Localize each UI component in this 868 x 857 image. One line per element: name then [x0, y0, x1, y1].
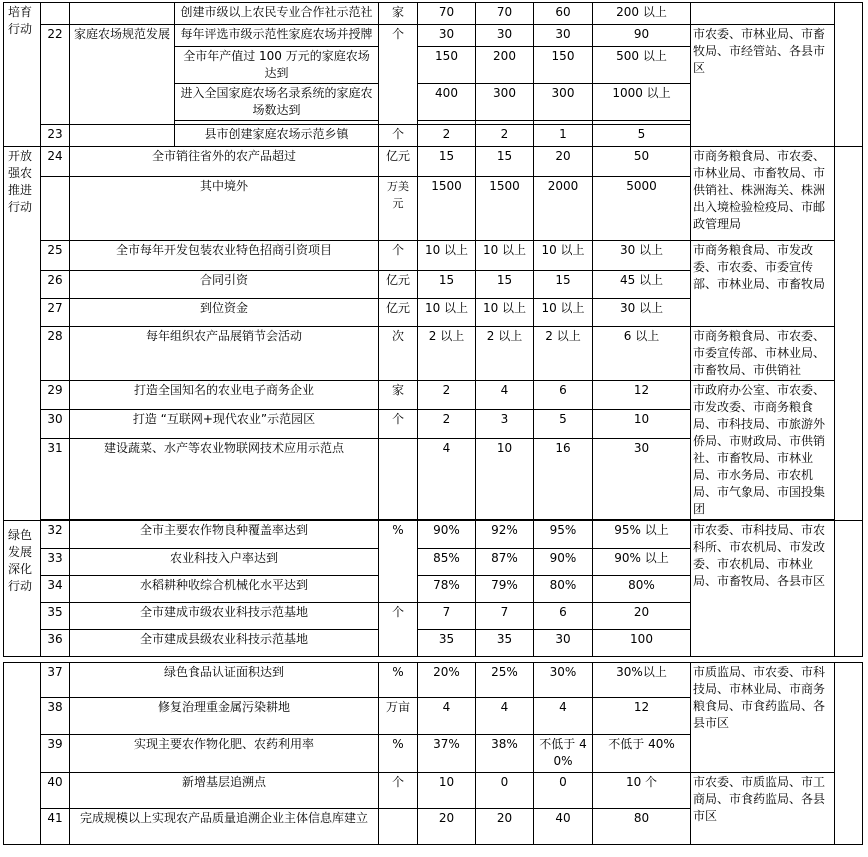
row-value: 60	[534, 3, 593, 25]
row-number: 40	[41, 773, 70, 809]
row-number: 38	[41, 698, 70, 735]
table-row	[4, 241, 863, 271]
row-value: 300	[476, 84, 534, 121]
row-value: 87%	[476, 549, 534, 576]
row-value: 70	[418, 3, 476, 25]
row-dept: 市商务粮食局、市农委、市委宣传部、市林业局、市畜牧局、市供销社	[691, 327, 835, 381]
row-item: 全市建成市级农业科技示范基地	[70, 603, 379, 630]
table-row	[4, 327, 863, 381]
row-value: 80%	[593, 576, 691, 603]
row-item: 其中境外	[70, 177, 379, 241]
row-unit: 万亩	[379, 698, 418, 735]
table-row	[4, 381, 863, 410]
row-value: 10 个	[593, 773, 691, 809]
row-unit: 个	[379, 25, 418, 125]
row-value: 4	[476, 381, 534, 410]
row-value: 16	[534, 438, 593, 519]
row-item: 县市创建家庭农场示范乡镇	[175, 125, 379, 147]
row-item: 到位资金	[70, 299, 379, 327]
row-value: 20	[593, 603, 691, 630]
row-value: 7	[418, 603, 476, 630]
row-value: 20	[534, 147, 593, 177]
row-value: 30 以上	[593, 241, 691, 271]
row-value: 95%	[534, 521, 593, 549]
row-value: 30%	[534, 663, 593, 698]
row-value: 30	[418, 25, 476, 47]
row-item: 水稻耕种收综合机械化水平达到	[70, 576, 379, 603]
row-value: 15	[418, 271, 476, 299]
row-value: 150	[418, 47, 476, 84]
row-note	[835, 663, 863, 845]
row-item: 全市主要农作物良种覆盖率达到	[70, 521, 379, 549]
row-unit: 万美元	[379, 177, 418, 241]
row-value: 2 以上	[534, 327, 593, 381]
row-note	[835, 521, 863, 657]
row-item: 创建市级以上农民专业合作社示范社	[175, 3, 379, 25]
row-dept: 市商务粮食局、市农委、市林业局、市畜牧局、市供销社、株洲海关、株洲出入境检验检疫局、市邮政管理局	[691, 147, 835, 241]
row-value: 4	[418, 698, 476, 735]
row-value: 6	[534, 603, 593, 630]
table-row	[4, 663, 863, 698]
row-number	[41, 3, 70, 25]
row-value: 20	[476, 809, 534, 845]
row-value: 70	[476, 3, 534, 25]
row-value: 10 以上	[534, 299, 593, 327]
section-label: 绿色发展深化行动	[4, 521, 41, 657]
row-value: 10 以上	[476, 241, 534, 271]
row-value: 7	[476, 603, 534, 630]
row-value: 40	[534, 809, 593, 845]
row-dept: 市政府办公室、市农委、市发改委、市商务粮食局、市科技局、市旅游外侨局、市财政局、市供销社、市畜牧局、市林业局、市水务局、市农机局、市气象局、市国投集团	[691, 381, 835, 520]
row-unit: 亿元	[379, 271, 418, 299]
row-value: 80	[593, 809, 691, 845]
row-value: 10 以上	[418, 241, 476, 271]
row-value: 25%	[476, 663, 534, 698]
row-value: 2	[476, 125, 534, 147]
row-item: 实现主要农作物化肥、农药利用率	[70, 735, 379, 773]
row-value: 150	[534, 47, 593, 84]
row-unit: %	[379, 663, 418, 698]
row-value: 45 以上	[593, 271, 691, 299]
row-unit: 亿元	[379, 147, 418, 177]
row-value: 10	[593, 409, 691, 438]
row-value: 35	[418, 630, 476, 657]
table-row	[4, 25, 863, 47]
row-number: 23	[41, 125, 70, 147]
row-item: 建设蔬菜、水产等农业物联网技术应用示范点	[70, 438, 379, 519]
row-value: 4	[476, 698, 534, 735]
row-value: 100	[593, 630, 691, 657]
row-item: 打造 “互联网+现代农业”示范园区	[70, 409, 379, 438]
row-number: 32	[41, 521, 70, 549]
row-value: 92%	[476, 521, 534, 549]
row-value: 5000	[593, 177, 691, 241]
row-unit: 个	[379, 409, 418, 438]
row-item: 进入全国家庭农场名录系统的家庭农场数达到	[175, 84, 379, 121]
row-unit: 次	[379, 327, 418, 381]
row-item: 全市建成县级农业科技示范基地	[70, 630, 379, 657]
row-value: 10	[476, 438, 534, 519]
row-note	[835, 147, 863, 521]
row-value: 80%	[534, 576, 593, 603]
row-value: 85%	[418, 549, 476, 576]
row-number: 37	[41, 663, 70, 698]
row-value: 30	[476, 25, 534, 47]
row-value: 1500	[418, 177, 476, 241]
row-value: 20	[418, 809, 476, 845]
row-number: 39	[41, 735, 70, 773]
row-value: 15	[418, 147, 476, 177]
row-value: 20%	[418, 663, 476, 698]
row-value: 30	[593, 438, 691, 519]
row-unit: 个	[379, 603, 418, 657]
row-value: 2000	[534, 177, 593, 241]
row-number: 33	[41, 549, 70, 576]
row-number: 26	[41, 271, 70, 299]
targets-table-bottom	[3, 662, 863, 845]
row-dept: 市农委、市林业局、市畜牧局、市经管站、各县市区	[691, 25, 835, 147]
row-number: 27	[41, 299, 70, 327]
row-value: 2	[418, 409, 476, 438]
row-value: 2	[418, 381, 476, 410]
row-value: 400	[418, 84, 476, 121]
row-item: 绿色食品认证面积达到	[70, 663, 379, 698]
row-item: 全市年产值过 100 万元的家庭农场达到	[175, 47, 379, 84]
row-item: 每年组织农产品展销节会活动	[70, 327, 379, 381]
row-number: 34	[41, 576, 70, 603]
row-value: 30	[534, 630, 593, 657]
row-value: 12	[593, 381, 691, 410]
row-value: 300	[534, 84, 593, 121]
row-number: 29	[41, 381, 70, 410]
row-number: 35	[41, 603, 70, 630]
row-value: 200	[476, 47, 534, 84]
row-unit: 个	[379, 125, 418, 147]
row-value: 6 以上	[593, 327, 691, 381]
row-value: 15	[476, 271, 534, 299]
row-value: 90%	[534, 549, 593, 576]
row-group: 家庭农场规范发展	[70, 25, 175, 125]
row-value: 1	[534, 125, 593, 147]
row-item: 打造全国知名的农业电子商务企业	[70, 381, 379, 410]
row-value: 10 以上	[534, 241, 593, 271]
row-dept: 市质监局、市农委、市科技局、市林业局、市商务粮食局、市食药监局、各县市区	[691, 663, 835, 773]
row-unit: 亿元	[379, 299, 418, 327]
row-value: 35	[476, 630, 534, 657]
table-row	[4, 3, 863, 25]
row-value: 38%	[476, 735, 534, 773]
row-item: 每年评选市级示范性家庭农场并授牌	[175, 25, 379, 47]
row-value: 30 以上	[593, 299, 691, 327]
row-value: 0	[534, 773, 593, 809]
row-dept: 市农委、市科技局、市农科所、市农机局、市发改委、市农机局、市林业局、市畜牧局、各县市区	[691, 521, 835, 657]
row-number: 25	[41, 241, 70, 271]
row-value: 5	[593, 125, 691, 147]
row-item: 农业科技入户率达到	[70, 549, 379, 576]
row-value: 15	[534, 271, 593, 299]
row-unit: 家	[379, 381, 418, 410]
row-number: 31	[41, 438, 70, 519]
row-item: 合同引资	[70, 271, 379, 299]
row-number: 22	[41, 25, 70, 125]
table-row	[4, 147, 863, 177]
targets-table-top	[3, 2, 863, 657]
row-number: 41	[41, 809, 70, 845]
row-group	[70, 125, 175, 147]
row-item: 新增基层追溯点	[70, 773, 379, 809]
row-value: 10 以上	[476, 299, 534, 327]
row-value: 5	[534, 409, 593, 438]
row-item: 全市销往省外的农产品超过	[70, 147, 379, 177]
row-value: 4	[534, 698, 593, 735]
row-item: 全市每年开发包装农业特色招商引资项目	[70, 241, 379, 271]
section-label: 培育行动	[4, 3, 41, 147]
row-value: 78%	[418, 576, 476, 603]
row-unit	[379, 809, 418, 845]
row-number: 30	[41, 409, 70, 438]
section-label: 开放强农推进行动	[4, 147, 41, 521]
row-dept	[691, 3, 835, 25]
row-item: 修复治理重金属污染耕地	[70, 698, 379, 735]
row-unit: %	[379, 735, 418, 773]
table-row	[4, 773, 863, 809]
row-value: 2 以上	[476, 327, 534, 381]
row-unit: 个	[379, 773, 418, 809]
row-number: 36	[41, 630, 70, 657]
table-row	[4, 521, 863, 549]
row-value: 37%	[418, 735, 476, 773]
row-value: 2	[418, 125, 476, 147]
row-unit: %	[379, 521, 418, 603]
row-unit: 个	[379, 241, 418, 271]
row-value: 95% 以上	[593, 521, 691, 549]
row-value: 15	[476, 147, 534, 177]
row-value: 90	[593, 25, 691, 47]
row-number: 28	[41, 327, 70, 381]
row-note	[835, 3, 863, 147]
row-unit: 家	[379, 3, 418, 25]
row-value: 4	[418, 438, 476, 519]
row-value: 不低于 40%	[534, 735, 593, 773]
row-value: 10 以上	[418, 299, 476, 327]
row-value: 500 以上	[593, 47, 691, 84]
row-value: 30	[534, 25, 593, 47]
row-unit	[379, 438, 418, 519]
row-value: 50	[593, 147, 691, 177]
row-number	[41, 177, 70, 241]
row-value: 200 以上	[593, 3, 691, 25]
row-value: 6	[534, 381, 593, 410]
row-value: 不低于 40%	[593, 735, 691, 773]
row-value: 1000 以上	[593, 84, 691, 121]
row-value: 10	[418, 773, 476, 809]
row-value: 3	[476, 409, 534, 438]
row-value: 2 以上	[418, 327, 476, 381]
row-value: 1500	[476, 177, 534, 241]
row-value: 0	[476, 773, 534, 809]
row-value: 12	[593, 698, 691, 735]
row-number: 24	[41, 147, 70, 177]
row-value: 30%以上	[593, 663, 691, 698]
row-group	[70, 3, 175, 25]
row-value: 90%	[418, 521, 476, 549]
row-value: 90% 以上	[593, 549, 691, 576]
row-item: 完成规模以上实现农产品质量追溯企业主体信息库建立	[70, 809, 379, 845]
row-value: 79%	[476, 576, 534, 603]
row-dept: 市农委、市质监局、市工商局、市食药监局、各县市区	[691, 773, 835, 845]
section-label	[4, 663, 41, 845]
row-dept: 市商务粮食局、市发改委、市农委、市委宣传部、市林业局、市畜牧局	[691, 241, 835, 327]
